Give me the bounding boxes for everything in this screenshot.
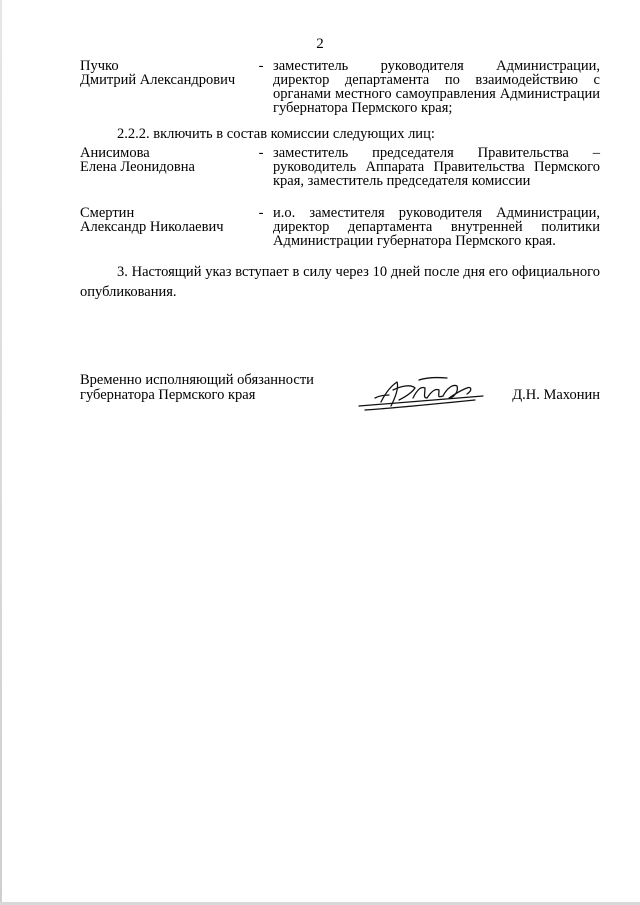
member-given-names: Елена Леонидовна — [80, 159, 195, 175]
member-row-smertin — [80, 206, 600, 252]
member-dash: - — [258, 58, 264, 74]
member-given-names: Дмитрий Александрович — [80, 72, 236, 88]
member-role: заместитель председателя Правительства – руководитель Аппарата Правительства Пермского края, заместитель председателя комиссии — [273, 145, 600, 189]
member-name — [80, 146, 260, 174]
signatory-position — [80, 373, 360, 403]
page-number: 2 — [316, 36, 324, 52]
clause-2-2-2: 2.2.2. включить в состав комиссии следующих лиц: — [117, 126, 435, 142]
member-surname: Анисимова — [80, 145, 150, 161]
member-dash: - — [258, 145, 264, 161]
member-surname: Смертин — [80, 205, 135, 221]
member-row-puchko — [80, 59, 600, 117]
member-name — [80, 59, 260, 87]
member-role: заместитель руководителя Администрации, директор департамента по взаимодействию с органами местного самоуправления Администрации губернатора Пермского края; — [273, 58, 600, 116]
member-given-names: Александр Николаевич — [80, 219, 224, 235]
signatory-position-line1: Временно исполняющий обязанности — [80, 372, 314, 388]
member-dash: - — [258, 205, 264, 221]
member-role: и.о. заместителя руководителя Администрации, директор департамента внутренней политики Администрации губернатора Пермского края. — [273, 205, 600, 249]
signer-name: Д.Н. Махонин — [512, 387, 600, 403]
signatory-position-line2: губернатора Пермского края — [80, 387, 256, 403]
handwritten-signature — [355, 368, 490, 418]
member-surname: Пучко — [80, 58, 119, 74]
member-row-anisimova — [80, 146, 600, 204]
member-name — [80, 206, 260, 234]
clause-3: 3. Настоящий указ вступает в силу через 10 дней после дня его официального опубликования. — [80, 264, 600, 300]
scan-left-edge — [0, 0, 2, 905]
